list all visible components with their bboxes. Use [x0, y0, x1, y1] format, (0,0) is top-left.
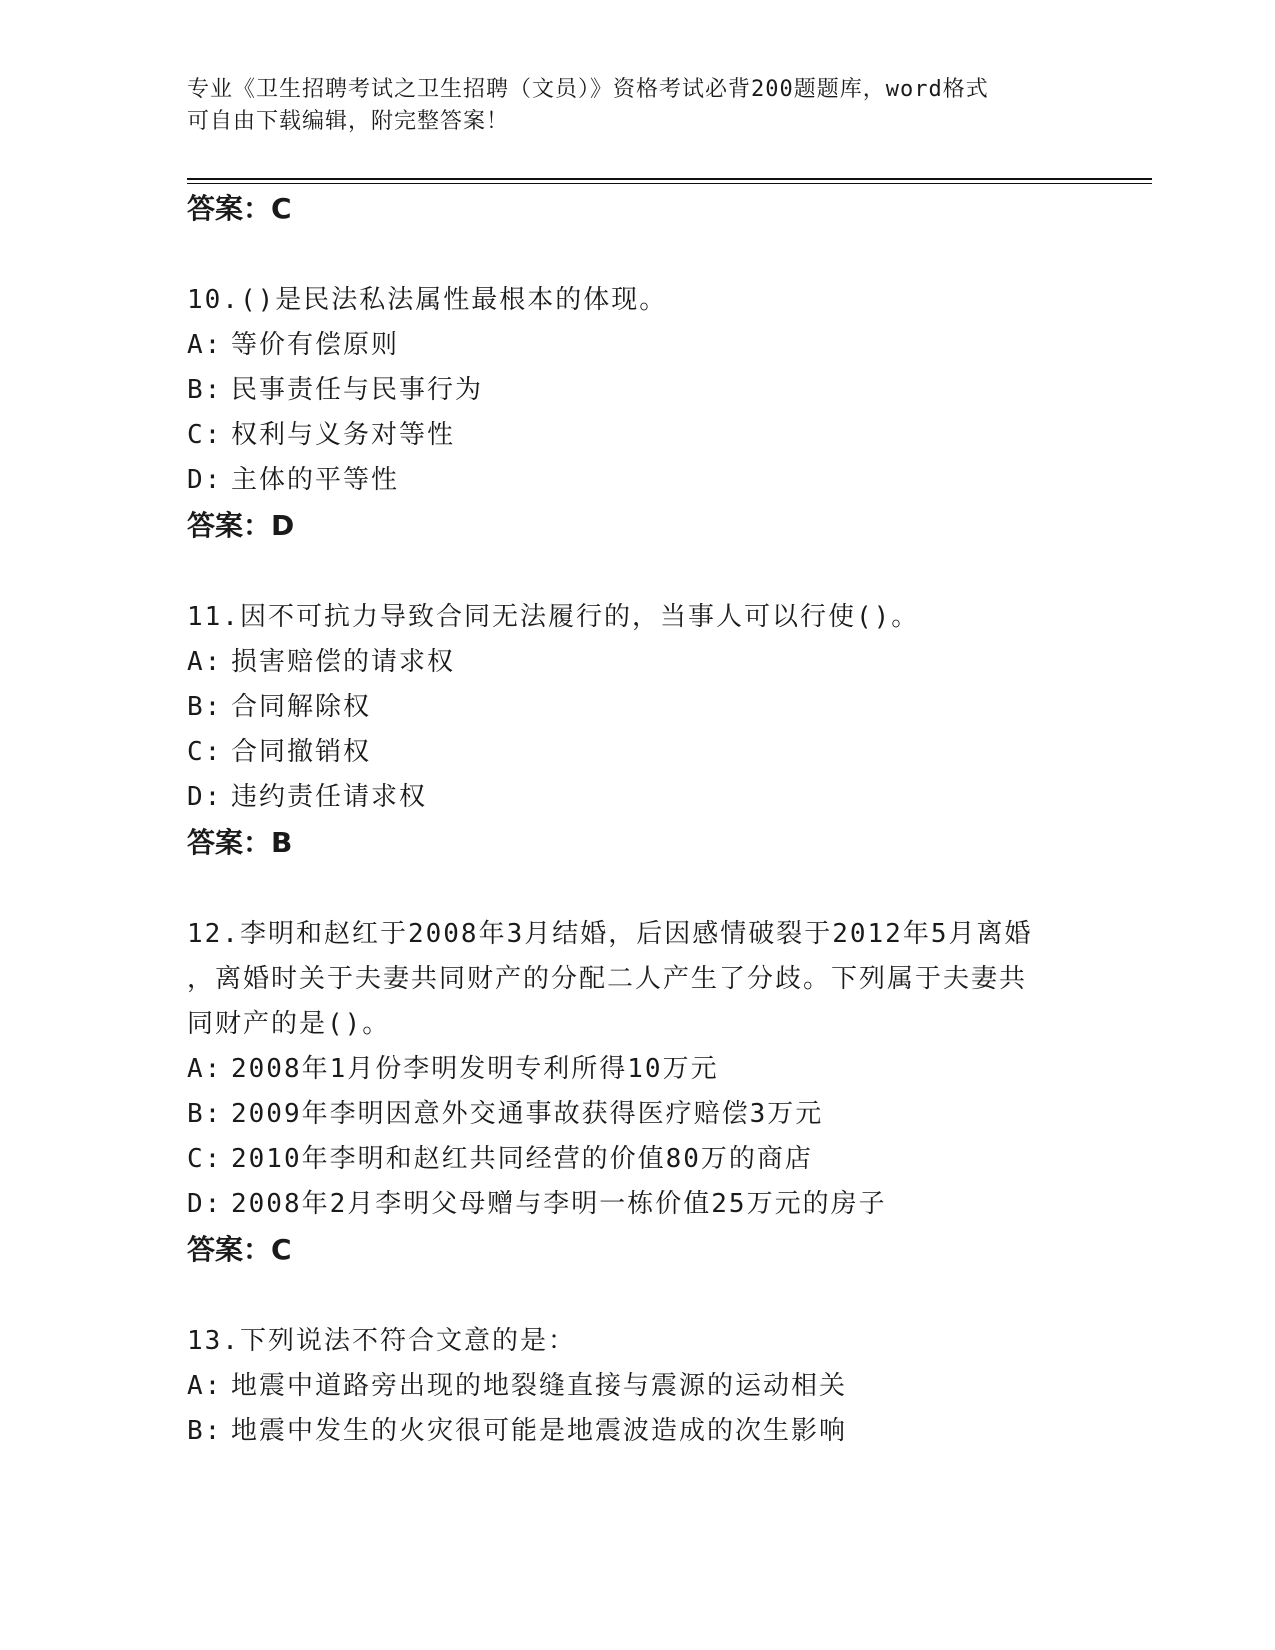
header-title-line-1: 专业《卫生招聘考试之卫生招聘（文员）》资格考试必背200题题库，word格式	[187, 77, 989, 102]
option-line	[187, 730, 1087, 775]
option-text: 合同撤销权	[231, 737, 372, 767]
option-line	[187, 775, 1087, 820]
option-text: 地震中发生的火灾很可能是地震波造成的次生影响	[231, 1416, 848, 1446]
question-block	[187, 278, 1087, 548]
question-stem: 13.下列说法不符合文意的是：	[187, 1326, 576, 1356]
question-stem: 同财产的是()。	[187, 1009, 391, 1039]
question-spacer	[187, 865, 1087, 912]
answer-line: 答案：B	[187, 826, 293, 859]
question-list	[187, 186, 1087, 1454]
answer-line: 答案：C	[187, 1233, 292, 1266]
answer-line: 答案：D	[187, 509, 295, 542]
option-line	[187, 1182, 1087, 1227]
option-line	[187, 323, 1087, 368]
option-text: 损害赔偿的请求权	[231, 647, 456, 677]
option-label: B:	[187, 1099, 223, 1129]
option-line	[187, 1047, 1087, 1092]
option-text: 违约责任请求权	[231, 782, 428, 812]
option-line	[187, 368, 1087, 413]
question-block	[187, 1319, 1087, 1454]
question-stem: 12.李明和赵红于2008年3月结婚，后因感情破裂于2012年5月离婚	[187, 919, 1033, 949]
option-label: C:	[187, 1144, 223, 1174]
option-line	[187, 1409, 1087, 1454]
option-label: D:	[187, 1189, 223, 1219]
option-text: 地震中道路旁出现的地裂缝直接与震源的运动相关	[231, 1371, 848, 1401]
question-stem: ，离婚时关于夫妻共同财产的分配二人产生了分歧。下列属于夫妻共	[187, 964, 1028, 994]
question-block	[187, 912, 1087, 1272]
header-divider-thick	[187, 178, 1152, 180]
option-line	[187, 685, 1087, 730]
header-title-line-2: 可自由下载编辑，附完整答案！	[187, 109, 510, 134]
question-stem: 10.()是民法私法属性最根本的体现。	[187, 285, 668, 315]
option-label: D:	[187, 465, 223, 495]
option-label: B:	[187, 692, 223, 722]
question-spacer	[187, 548, 1087, 595]
option-text: 2009年李明因意外交通事故获得医疗赔偿3万元	[231, 1099, 824, 1129]
option-text: 2008年2月李明父母赠与李明一栋价值25万元的房子	[231, 1189, 887, 1219]
option-text: 2008年1月份李明发明专利所得10万元	[231, 1054, 719, 1084]
option-line	[187, 1092, 1087, 1137]
header-divider-thin	[187, 183, 1152, 184]
question-block	[187, 595, 1087, 865]
option-label: C:	[187, 420, 223, 450]
option-label: B:	[187, 375, 223, 405]
question-spacer	[187, 231, 1087, 278]
answer-line: 答案：C	[187, 192, 292, 225]
option-line	[187, 1364, 1087, 1409]
option-label: B:	[187, 1416, 223, 1446]
option-text: 2010年李明和赵红共同经营的价值80万的商店	[231, 1144, 813, 1174]
question-spacer	[187, 1272, 1087, 1319]
option-label: A:	[187, 1371, 223, 1401]
question-stem: 11.因不可抗力导致合同无法履行的，当事人可以行使()。	[187, 602, 920, 632]
option-text: 合同解除权	[231, 692, 372, 722]
option-label: A:	[187, 1054, 223, 1084]
option-text: 民事责任与民事行为	[231, 375, 484, 405]
option-text: 等价有偿原则	[231, 330, 400, 360]
option-text: 权利与义务对等性	[231, 420, 456, 450]
option-line	[187, 640, 1087, 685]
option-label: A:	[187, 330, 223, 360]
option-label: D:	[187, 782, 223, 812]
option-label: A:	[187, 647, 223, 677]
page-header	[187, 74, 1067, 138]
option-label: C:	[187, 737, 223, 767]
option-text: 主体的平等性	[231, 465, 400, 495]
option-line	[187, 413, 1087, 458]
option-line	[187, 458, 1087, 503]
option-line	[187, 1137, 1087, 1182]
